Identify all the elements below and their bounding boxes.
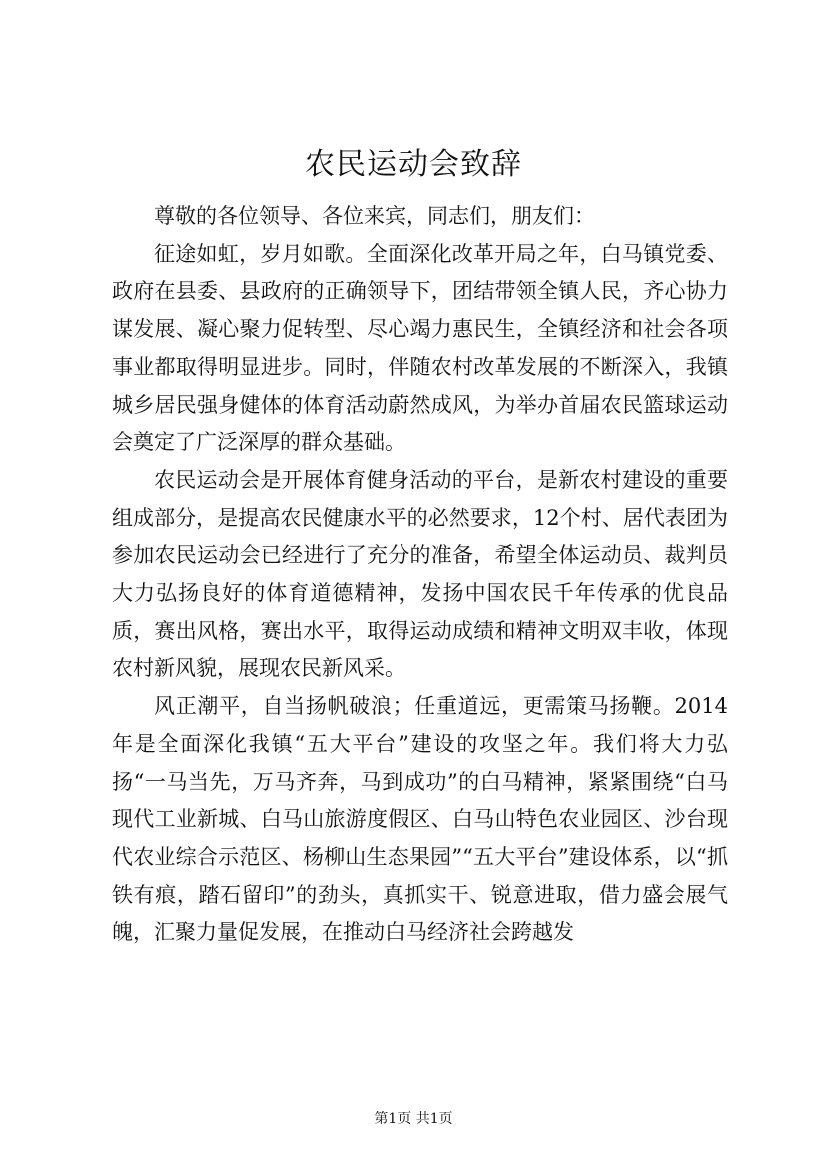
document-title: 农民运动会致辞 bbox=[305, 147, 522, 182]
body-paragraph: 征途如虹，岁月如歌。全面深化改革开局之年，白马镇党委、政府在县委、县政府的正确领导下，团结带领全镇人民，齐心协力谋发展、凝心聚力促转型、尽心竭力惠民生，全镇经济和社会各项事业都取得明显进步。同时，伴随农村改革发展的不断深入，我镇城乡居民强身健体的体育活动蔚然成风，为举办首届农民篮球运动会奠定了广泛深厚的群众基础。 bbox=[112, 241, 728, 455]
body-paragraph: 风正潮平，自当扬帆破浪；任重道远，更需策马扬鞭。2014年是全面深化我镇“五大平台”建设的攻坚之年。我们将大力弘扬“一马当先，万马齐奔，马到成功”的白马精神，紧紧围绕“白马现代工业新城、白马山旅游度假区、白马山特色农业园区、沙台现代农业综合示范区、杨柳山生态果园”“五大平台”建设体系，以“抓铁有痕，踏石留印”的劲头，真抓实干、锐意进取，借力盛会展气魄，汇聚力量促发展，在推动白马经济社会跨越发 bbox=[112, 694, 728, 945]
salutation-paragraph: 尊敬的各位领导、各位来宾，同志们，朋友们： bbox=[154, 204, 595, 228]
document-body bbox=[112, 198, 728, 952]
body-paragraph: 农民运动会是开展体育健身活动的平台，是新农村建设的重要组成部分，是提高农民健康水平的必然要求，12个村、居代表团为参加农民运动会已经进行了充分的准备，希望全体运动员、裁判员大力弘扬良好的体育道德精神，发扬中国农民千年传承的优良品质，赛出风格，赛出水平，取得运动成绩和精神文明双丰收，体现农村新风貌，展现农民新风采。 bbox=[112, 467, 728, 681]
page-number-footer: 第1页 共1页 bbox=[374, 1111, 453, 1127]
